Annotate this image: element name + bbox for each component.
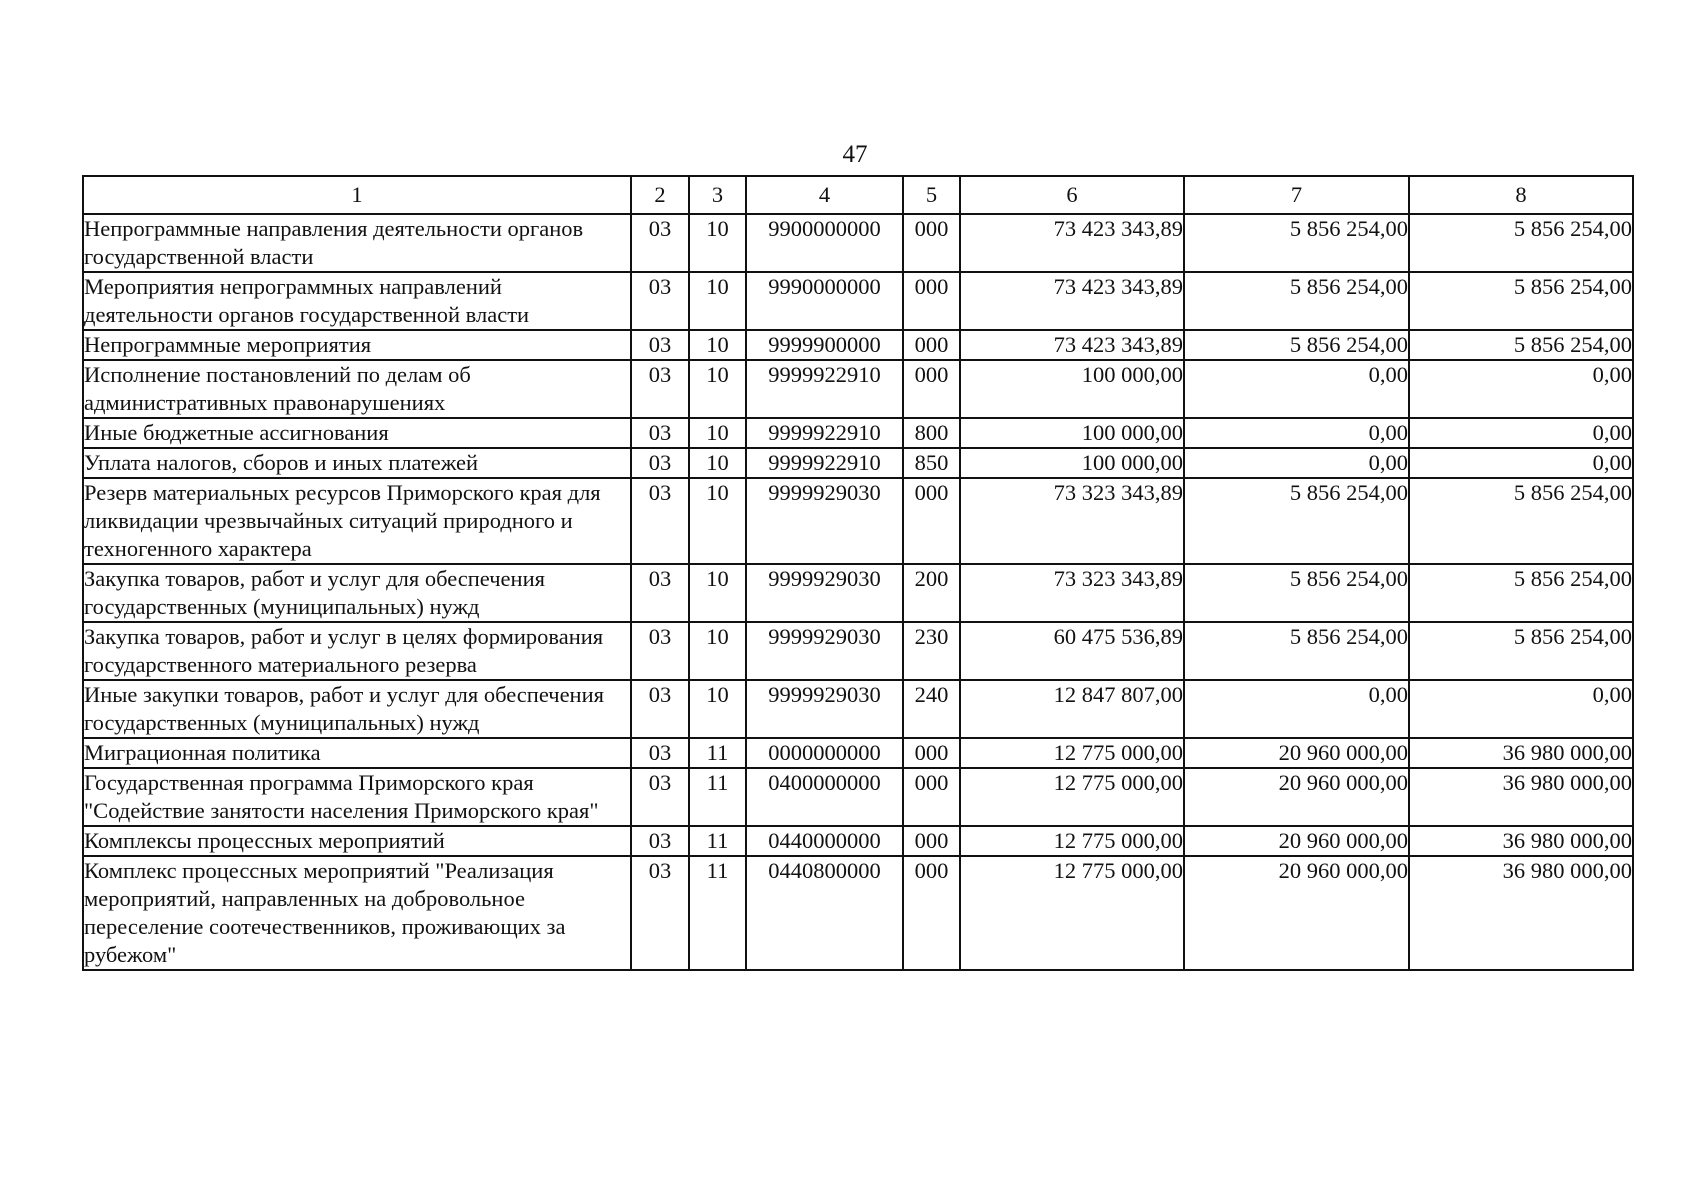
expense-type-cell: 000	[903, 330, 960, 360]
table-row	[83, 680, 1633, 738]
row-name-cell: Мероприятия непрограммных направлений деятельности органов государственной власти	[83, 272, 631, 330]
target-article-cell: 9999929030	[746, 564, 903, 622]
expense-type-cell: 230	[903, 622, 960, 680]
target-article-cell: 0400000000	[746, 768, 903, 826]
column-header: 8	[1409, 176, 1633, 214]
subsection-code-cell: 11	[689, 738, 746, 768]
row-name-cell: Уплата налогов, сборов и иных платежей	[83, 448, 631, 478]
amount-col6-cell: 73 423 343,89	[960, 272, 1184, 330]
amount-col6-cell: 100 000,00	[960, 418, 1184, 448]
subsection-code-cell: 10	[689, 214, 746, 272]
table-row	[83, 448, 1633, 478]
amount-col7-cell: 0,00	[1184, 418, 1409, 448]
expense-type-cell: 000	[903, 360, 960, 418]
section-code-cell: 03	[631, 768, 689, 826]
table-row	[83, 478, 1633, 564]
amount-col6-cell: 12 775 000,00	[960, 856, 1184, 970]
amount-col7-cell: 5 856 254,00	[1184, 622, 1409, 680]
amount-col6-cell: 73 323 343,89	[960, 564, 1184, 622]
row-name-cell: Государственная программа Приморского края "Содействие занятости населения Приморского края"	[83, 768, 631, 826]
section-code-cell: 03	[631, 418, 689, 448]
target-article-cell: 9999922910	[746, 448, 903, 478]
table-body	[83, 214, 1633, 970]
subsection-code-cell: 10	[689, 360, 746, 418]
amount-col8-cell: 0,00	[1409, 680, 1633, 738]
amount-col7-cell: 20 960 000,00	[1184, 856, 1409, 970]
amount-col6-cell: 73 323 343,89	[960, 478, 1184, 564]
target-article-cell: 0000000000	[746, 738, 903, 768]
amount-col7-cell: 5 856 254,00	[1184, 272, 1409, 330]
section-code-cell: 03	[631, 214, 689, 272]
row-name-cell: Миграционная политика	[83, 738, 631, 768]
table-row	[83, 272, 1633, 330]
amount-col7-cell: 20 960 000,00	[1184, 768, 1409, 826]
section-code-cell: 03	[631, 272, 689, 330]
column-header: 4	[746, 176, 903, 214]
amount-col6-cell: 100 000,00	[960, 360, 1184, 418]
subsection-code-cell: 10	[689, 564, 746, 622]
table-row	[83, 330, 1633, 360]
row-name-cell: Комплекс процессных мероприятий "Реализация мероприятий, направленных на добровольное переселение соотечественников, проживающих за рубежом"	[83, 856, 631, 970]
column-header: 2	[631, 176, 689, 214]
section-code-cell: 03	[631, 478, 689, 564]
amount-col8-cell: 0,00	[1409, 448, 1633, 478]
amount-col6-cell: 12 775 000,00	[960, 826, 1184, 856]
subsection-code-cell: 10	[689, 680, 746, 738]
expense-type-cell: 850	[903, 448, 960, 478]
subsection-code-cell: 11	[689, 826, 746, 856]
amount-col8-cell: 36 980 000,00	[1409, 768, 1633, 826]
amount-col8-cell: 0,00	[1409, 418, 1633, 448]
amount-col8-cell: 0,00	[1409, 360, 1633, 418]
column-header: 1	[83, 176, 631, 214]
target-article-cell: 9900000000	[746, 214, 903, 272]
subsection-code-cell: 10	[689, 272, 746, 330]
amount-col7-cell: 20 960 000,00	[1184, 738, 1409, 768]
table-row	[83, 214, 1633, 272]
page-number: 47	[842, 141, 868, 168]
amount-col8-cell: 5 856 254,00	[1409, 564, 1633, 622]
row-name-cell: Непрограммные мероприятия	[83, 330, 631, 360]
expense-type-cell: 000	[903, 272, 960, 330]
subsection-code-cell: 10	[689, 330, 746, 360]
target-article-cell: 9999929030	[746, 622, 903, 680]
amount-col6-cell: 100 000,00	[960, 448, 1184, 478]
target-article-cell: 9999900000	[746, 330, 903, 360]
amount-col6-cell: 12 775 000,00	[960, 768, 1184, 826]
amount-col6-cell: 12 775 000,00	[960, 738, 1184, 768]
section-code-cell: 03	[631, 826, 689, 856]
amount-col6-cell: 73 423 343,89	[960, 330, 1184, 360]
row-name-cell: Непрограммные направления деятельности органов государственной власти	[83, 214, 631, 272]
amount-col8-cell: 5 856 254,00	[1409, 330, 1633, 360]
amount-col6-cell: 60 475 536,89	[960, 622, 1184, 680]
row-name-cell: Иные бюджетные ассигнования	[83, 418, 631, 448]
section-code-cell: 03	[631, 856, 689, 970]
row-name-cell: Иные закупки товаров, работ и услуг для обеспечения государственных (муниципальных) нужд	[83, 680, 631, 738]
row-name-cell: Исполнение постановлений по делам об административных правонарушениях	[83, 360, 631, 418]
table-row	[83, 826, 1633, 856]
section-code-cell: 03	[631, 330, 689, 360]
expense-type-cell: 000	[903, 768, 960, 826]
amount-col7-cell: 5 856 254,00	[1184, 330, 1409, 360]
table-row	[83, 738, 1633, 768]
budget-table	[82, 175, 1634, 971]
column-header: 6	[960, 176, 1184, 214]
amount-col8-cell: 36 980 000,00	[1409, 826, 1633, 856]
amount-col7-cell: 5 856 254,00	[1184, 214, 1409, 272]
subsection-code-cell: 10	[689, 478, 746, 564]
amount-col8-cell: 36 980 000,00	[1409, 856, 1633, 970]
subsection-code-cell: 10	[689, 448, 746, 478]
section-code-cell: 03	[631, 738, 689, 768]
section-code-cell: 03	[631, 622, 689, 680]
subsection-code-cell: 11	[689, 768, 746, 826]
row-name-cell: Комплексы процессных мероприятий	[83, 826, 631, 856]
section-code-cell: 03	[631, 680, 689, 738]
amount-col6-cell: 12 847 807,00	[960, 680, 1184, 738]
subsection-code-cell: 10	[689, 622, 746, 680]
table-row	[83, 768, 1633, 826]
amount-col8-cell: 5 856 254,00	[1409, 478, 1633, 564]
amount-col7-cell: 5 856 254,00	[1184, 478, 1409, 564]
expense-type-cell: 240	[903, 680, 960, 738]
amount-col8-cell: 36 980 000,00	[1409, 738, 1633, 768]
expense-type-cell: 000	[903, 856, 960, 970]
amount-col8-cell: 5 856 254,00	[1409, 272, 1633, 330]
expense-type-cell: 200	[903, 564, 960, 622]
table-row	[83, 622, 1633, 680]
amount-col7-cell: 0,00	[1184, 448, 1409, 478]
amount-col7-cell: 20 960 000,00	[1184, 826, 1409, 856]
table-row	[83, 856, 1633, 970]
section-code-cell: 03	[631, 564, 689, 622]
row-name-cell: Резерв материальных ресурсов Приморского края для ликвидации чрезвычайных ситуаций природного и техногенного характера	[83, 478, 631, 564]
expense-type-cell: 000	[903, 826, 960, 856]
table-row	[83, 360, 1633, 418]
table-row	[83, 564, 1633, 622]
expense-type-cell: 000	[903, 738, 960, 768]
row-name-cell: Закупка товаров, работ и услуг в целях формирования государственного материального резерва	[83, 622, 631, 680]
section-code-cell: 03	[631, 448, 689, 478]
target-article-cell: 0440000000	[746, 826, 903, 856]
target-article-cell: 9999929030	[746, 478, 903, 564]
subsection-code-cell: 10	[689, 418, 746, 448]
target-article-cell: 9999922910	[746, 418, 903, 448]
amount-col7-cell: 0,00	[1184, 680, 1409, 738]
section-code-cell: 03	[631, 360, 689, 418]
amount-col7-cell: 5 856 254,00	[1184, 564, 1409, 622]
expense-type-cell: 000	[903, 478, 960, 564]
subsection-code-cell: 11	[689, 856, 746, 970]
expense-type-cell: 000	[903, 214, 960, 272]
amount-col7-cell: 0,00	[1184, 360, 1409, 418]
amount-col6-cell: 73 423 343,89	[960, 214, 1184, 272]
column-header: 5	[903, 176, 960, 214]
expense-type-cell: 800	[903, 418, 960, 448]
target-article-cell: 0440800000	[746, 856, 903, 970]
row-name-cell: Закупка товаров, работ и услуг для обеспечения государственных (муниципальных) нужд	[83, 564, 631, 622]
column-header: 3	[689, 176, 746, 214]
target-article-cell: 9999929030	[746, 680, 903, 738]
table-row	[83, 418, 1633, 448]
amount-col8-cell: 5 856 254,00	[1409, 214, 1633, 272]
column-header: 7	[1184, 176, 1409, 214]
target-article-cell: 9999922910	[746, 360, 903, 418]
target-article-cell: 9990000000	[746, 272, 903, 330]
header-row	[83, 176, 1633, 214]
amount-col8-cell: 5 856 254,00	[1409, 622, 1633, 680]
